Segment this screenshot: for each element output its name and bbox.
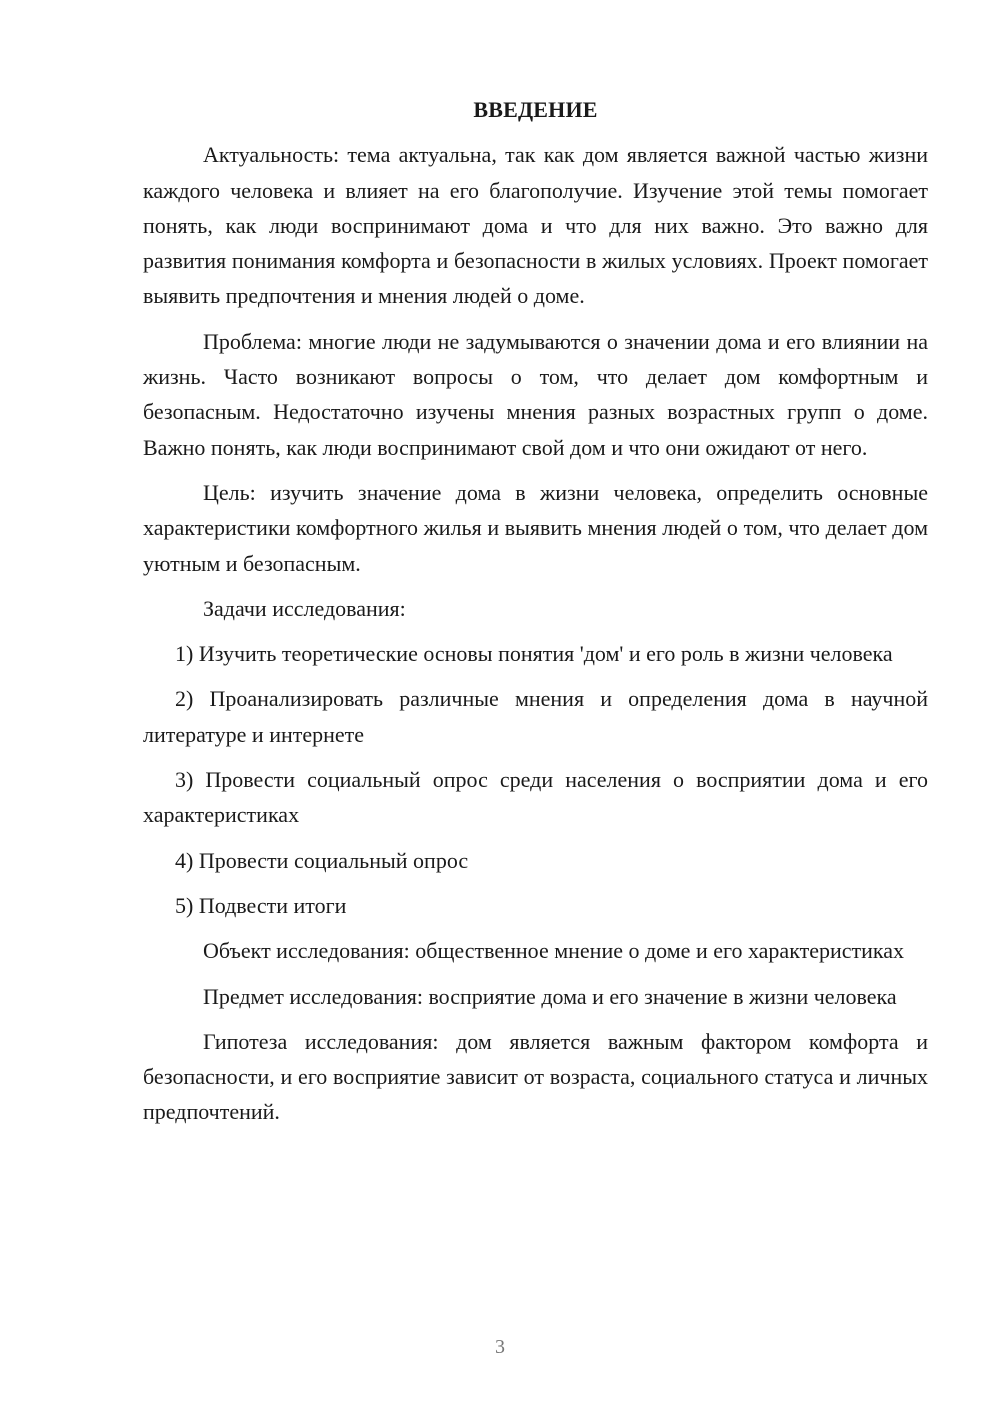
task-item: 5) Подвести итоги: [175, 892, 347, 918]
relevance-paragraph: Актуальность: тема актуальна, так как дом является важной частью жизни каждого человека и влияет на его благополучие. Изучение этой темы помогает понять, как люди воспринимают дома и что для них важно. Это важно для развития понимания комфорта и безопасности в жилых условиях. Проект помогает выявить предпочтения и мнения людей о доме.: [143, 142, 928, 309]
section-heading: ВВЕДЕНИЕ: [473, 97, 598, 122]
hypothesis-paragraph: Гипотеза исследования: дом является важным фактором комфорта и безопасности, и его восприятие зависит от возраста, социального статуса и личных предпочтений.: [143, 1028, 928, 1125]
tasks-title: Задачи исследования:: [203, 595, 406, 621]
subject-paragraph: Предмет исследования: восприятие дома и его значение в жизни человека: [203, 983, 897, 1009]
goal-paragraph: Цель: изучить значение дома в жизни человека, определить основные характеристики комфортного жилья и выявить мнения людей о том, что делает дом уютным и безопасным.: [143, 479, 928, 576]
task-item: 4) Провести социальный опрос: [175, 847, 469, 873]
task-item: 2) Проанализировать различные мнения и определения дома в научной литературе и интернете: [143, 686, 928, 747]
problem-paragraph: Проблема: многие люди не задумываются о значении дома и его влиянии на жизнь. Часто возникают вопросы о том, что делает дом комфортным и безопасным. Недостаточно изучены мнения разных возрастных групп о доме. Важно понять, как люди воспринимают свой дом и что они ожидают от него.: [143, 328, 928, 460]
page-content: [143, 92, 928, 1140]
page-number: 3: [495, 1336, 505, 1358]
task-item: 3) Провести социальный опрос среди населения о восприятии дома и его характеристиках: [143, 767, 928, 828]
task-item: 1) Изучить теоретические основы понятия 'дом' и его роль в жизни человека: [175, 641, 893, 667]
tasks-list: [143, 636, 928, 923]
object-paragraph: Объект исследования: общественное мнение о доме и его характеристиках: [203, 938, 905, 964]
